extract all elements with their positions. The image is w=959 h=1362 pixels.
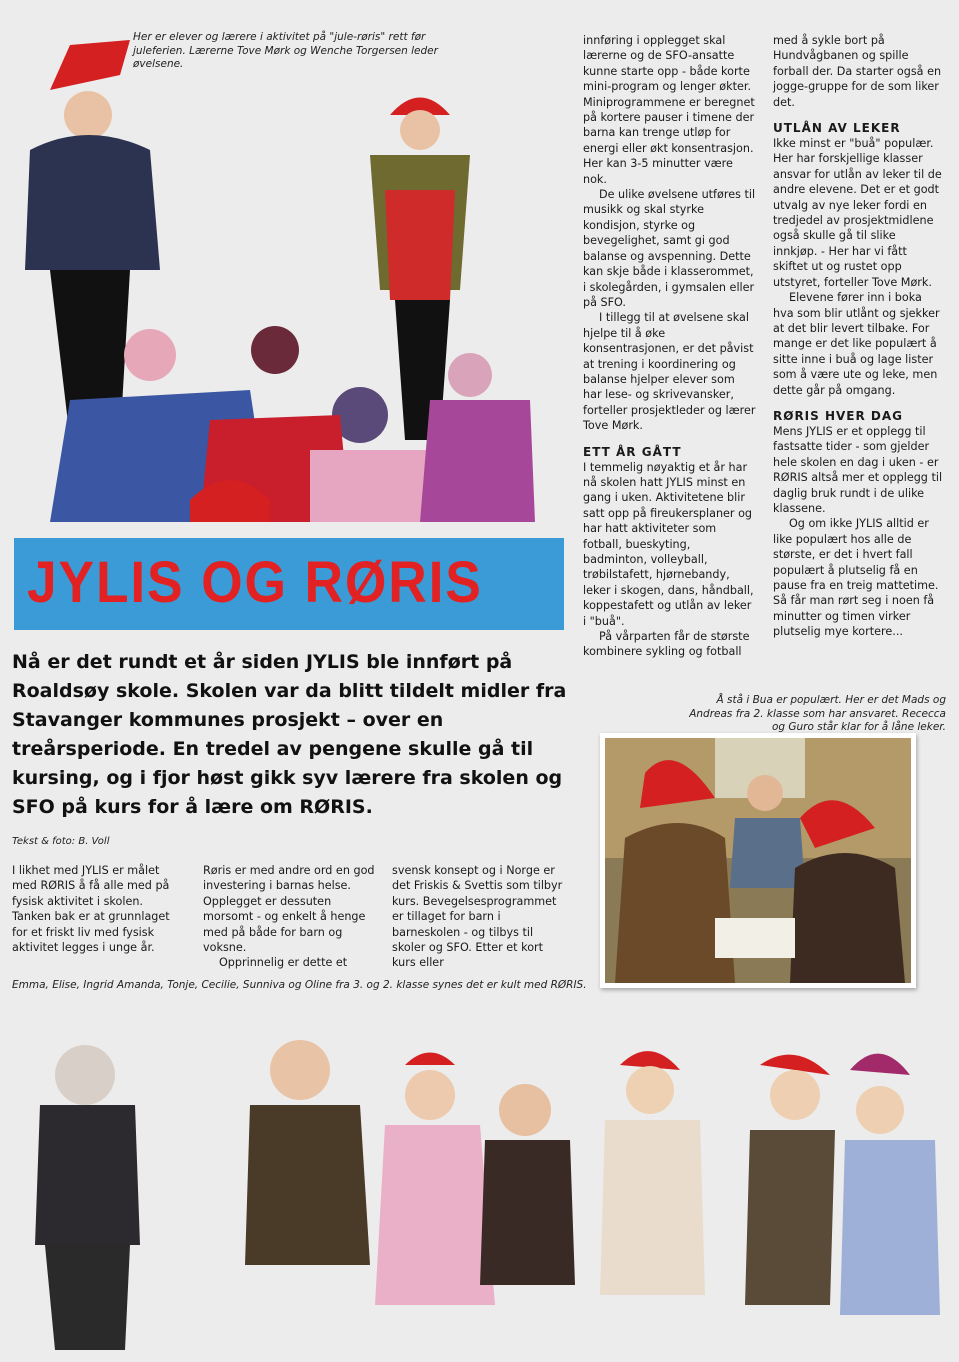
bua-photo (600, 733, 916, 988)
col2-paragraph-1: med å sykle bort på Hundvågbanen og spille forball der. Da starter også en jogge-gruppe for de som liker det. (773, 34, 942, 109)
bottom-col-b-text: Røris er med andre ord en god investering i barnas helse. Opplegget er dessuten morsomt - og enkelt å henge med på både for barn og voksne. (203, 864, 375, 955)
article-title: JYLIS OG RØRIS (27, 550, 483, 615)
col1-heading-ett-ar: ETT ÅR GÅTT (583, 444, 682, 459)
text-column-1 (583, 33, 756, 660)
bottom-column-b (203, 863, 377, 971)
bottom-column-a (12, 863, 182, 955)
bottom-col-a-text: I likhet med JYLIS er målet med RØRIS å få alle med på fysisk aktivitet i skolen. Tanken bak er at grunnlaget for et friskt liv med fysisk aktivitet legges i unge år. (12, 864, 170, 955)
bottom-photo (0, 995, 959, 1358)
top-photo-image (10, 20, 540, 522)
col2-paragraph-4: Mens JYLIS er et opplegg til fastsatte tider - som gjelder hele skolen en dag i uken - er RØRIS altså mer et opplegg til daglig bruk rundt i de ulike klassene. (773, 424, 943, 515)
bottom-col-c-text: svensk konsept og i Norge er det Friskis & Svettis som tilbyr kurs. Bevegelsesprogrammet er tillaget for barn i barneskolen - og tilbys til skoler og SFO. Etter et kort kurs eller (392, 864, 563, 970)
col1-paragraph-2: De ulike øvelsene utføres til musikk og skal styrke kondisjon, styrke og bevegelighet, samt gi god balanse og avspenning. Dette kan skje både i klasserommet, i skolegården, i gymsalen eller på SFO. (583, 188, 756, 309)
col1-paragraph-1: innføring i opplegget skal lærerne og de SFO-ansatte kunne starte opp - både korte mini-program og lenger økter. Miniprogrammene er beregnet på kortere pauser i timene der barna kan trenge utløp for energi eller økt konsentrasjon. Her kan 3-5 minutter være nok. (583, 34, 755, 186)
bottom-col-b-text-2: Opprinnelig er dette et (219, 956, 348, 970)
byline: Tekst & foto: B. Voll (12, 836, 110, 847)
col2-paragraph-2: Ikke minst er "buå" populær. Her har forskjellige klasser ansvar for utlån av leker til de andre elevene. Det er et godt utvalg av nye leker fordi en tredjedel av prosjektmidlene også skulle gå til slike innkjøp. - Her har vi fått skiftet ut og rustet opp utstyret, forteller Tove Mørk. (773, 137, 942, 289)
col1-paragraph-3: I tillegg til at øvelsene skal hjelpe til å øke konsentrasjonen, er det påvist at trening i koordinering og balanse hjelper elever som har lese- og skrivevansker, forteller prosjektleder og lærer Tove Mørk. (583, 311, 756, 433)
bottom-photo-caption: Emma, Elise, Ingrid Amanda, Tonje, Cecilie, Sunniva og Oline fra 3. og 2. klasse synes det er kult med RØRIS. (12, 979, 587, 991)
col2-paragraph-5: Og om ikke JYLIS alltid er like populært hos alle de største, er det i hvert fall populært å plutselig få en pause fra en treig mattetime. Så får man rørt seg i noen få minutter og timen virker plutselig mye kortere... (773, 517, 939, 639)
lead-paragraph: Nå er det rundt et år siden JYLIS ble innført på Roaldsøy skole. Skolen var da blitt tildelt midler fra Stavanger kommunes prosjekt – over en treårsperiode. En tredel av pengene skulle gå til kursing, og i fjor høst gikk syv lærere fra skolen og SFO på kurs for å lære om RØRIS. (12, 651, 567, 818)
col1-paragraph-5: På vårparten får de største kombinere sykling og fotball (583, 630, 750, 659)
top-photo (10, 20, 540, 522)
bottom-column-c (392, 863, 570, 971)
text-column-2 (773, 33, 943, 640)
col1-paragraph-4: I temmelig nøyaktig et år har nå skolen hatt JYLIS minst en gang i uken. Aktivitetene blir satt opp på fireukersplaner og har hatt aktiviteter som fotball, bueskyting, badminton, volleyball, trøbilstafett, hjørnebandy, leker i skogen, dans, håndball, koppestafett og utlån av leker i "buå". (583, 460, 754, 628)
top-photo-caption: Her er elever og lærere i aktivitet på "jule-røris" rett før juleferien. Lærerne Tove Mørk og Wenche Torgersen leder øvelsene. (133, 31, 438, 70)
bua-photo-caption: Å stå i Bua er populært. Her er det Mads og Andreas fra 2. klasse som har ansvaret. Rececca og Guro står klar for å låne leker. (689, 694, 946, 733)
col2-heading-utlan: UTLÅN AV LEKER (773, 121, 901, 136)
title-banner (14, 538, 564, 630)
col2-paragraph-3: Elevene fører inn i boka hva som blir utlånt og sjekker at det blir levert tilbake. For mange er det like populært å sitte inne i buå og lage lister som å være ute og leke, men dette går på omgang. (773, 291, 940, 397)
bottom-photo-image (0, 995, 959, 1358)
col2-heading-roris-hver-dag: RØRIS HVER DAG (773, 408, 904, 423)
bua-photo-image (605, 738, 911, 983)
